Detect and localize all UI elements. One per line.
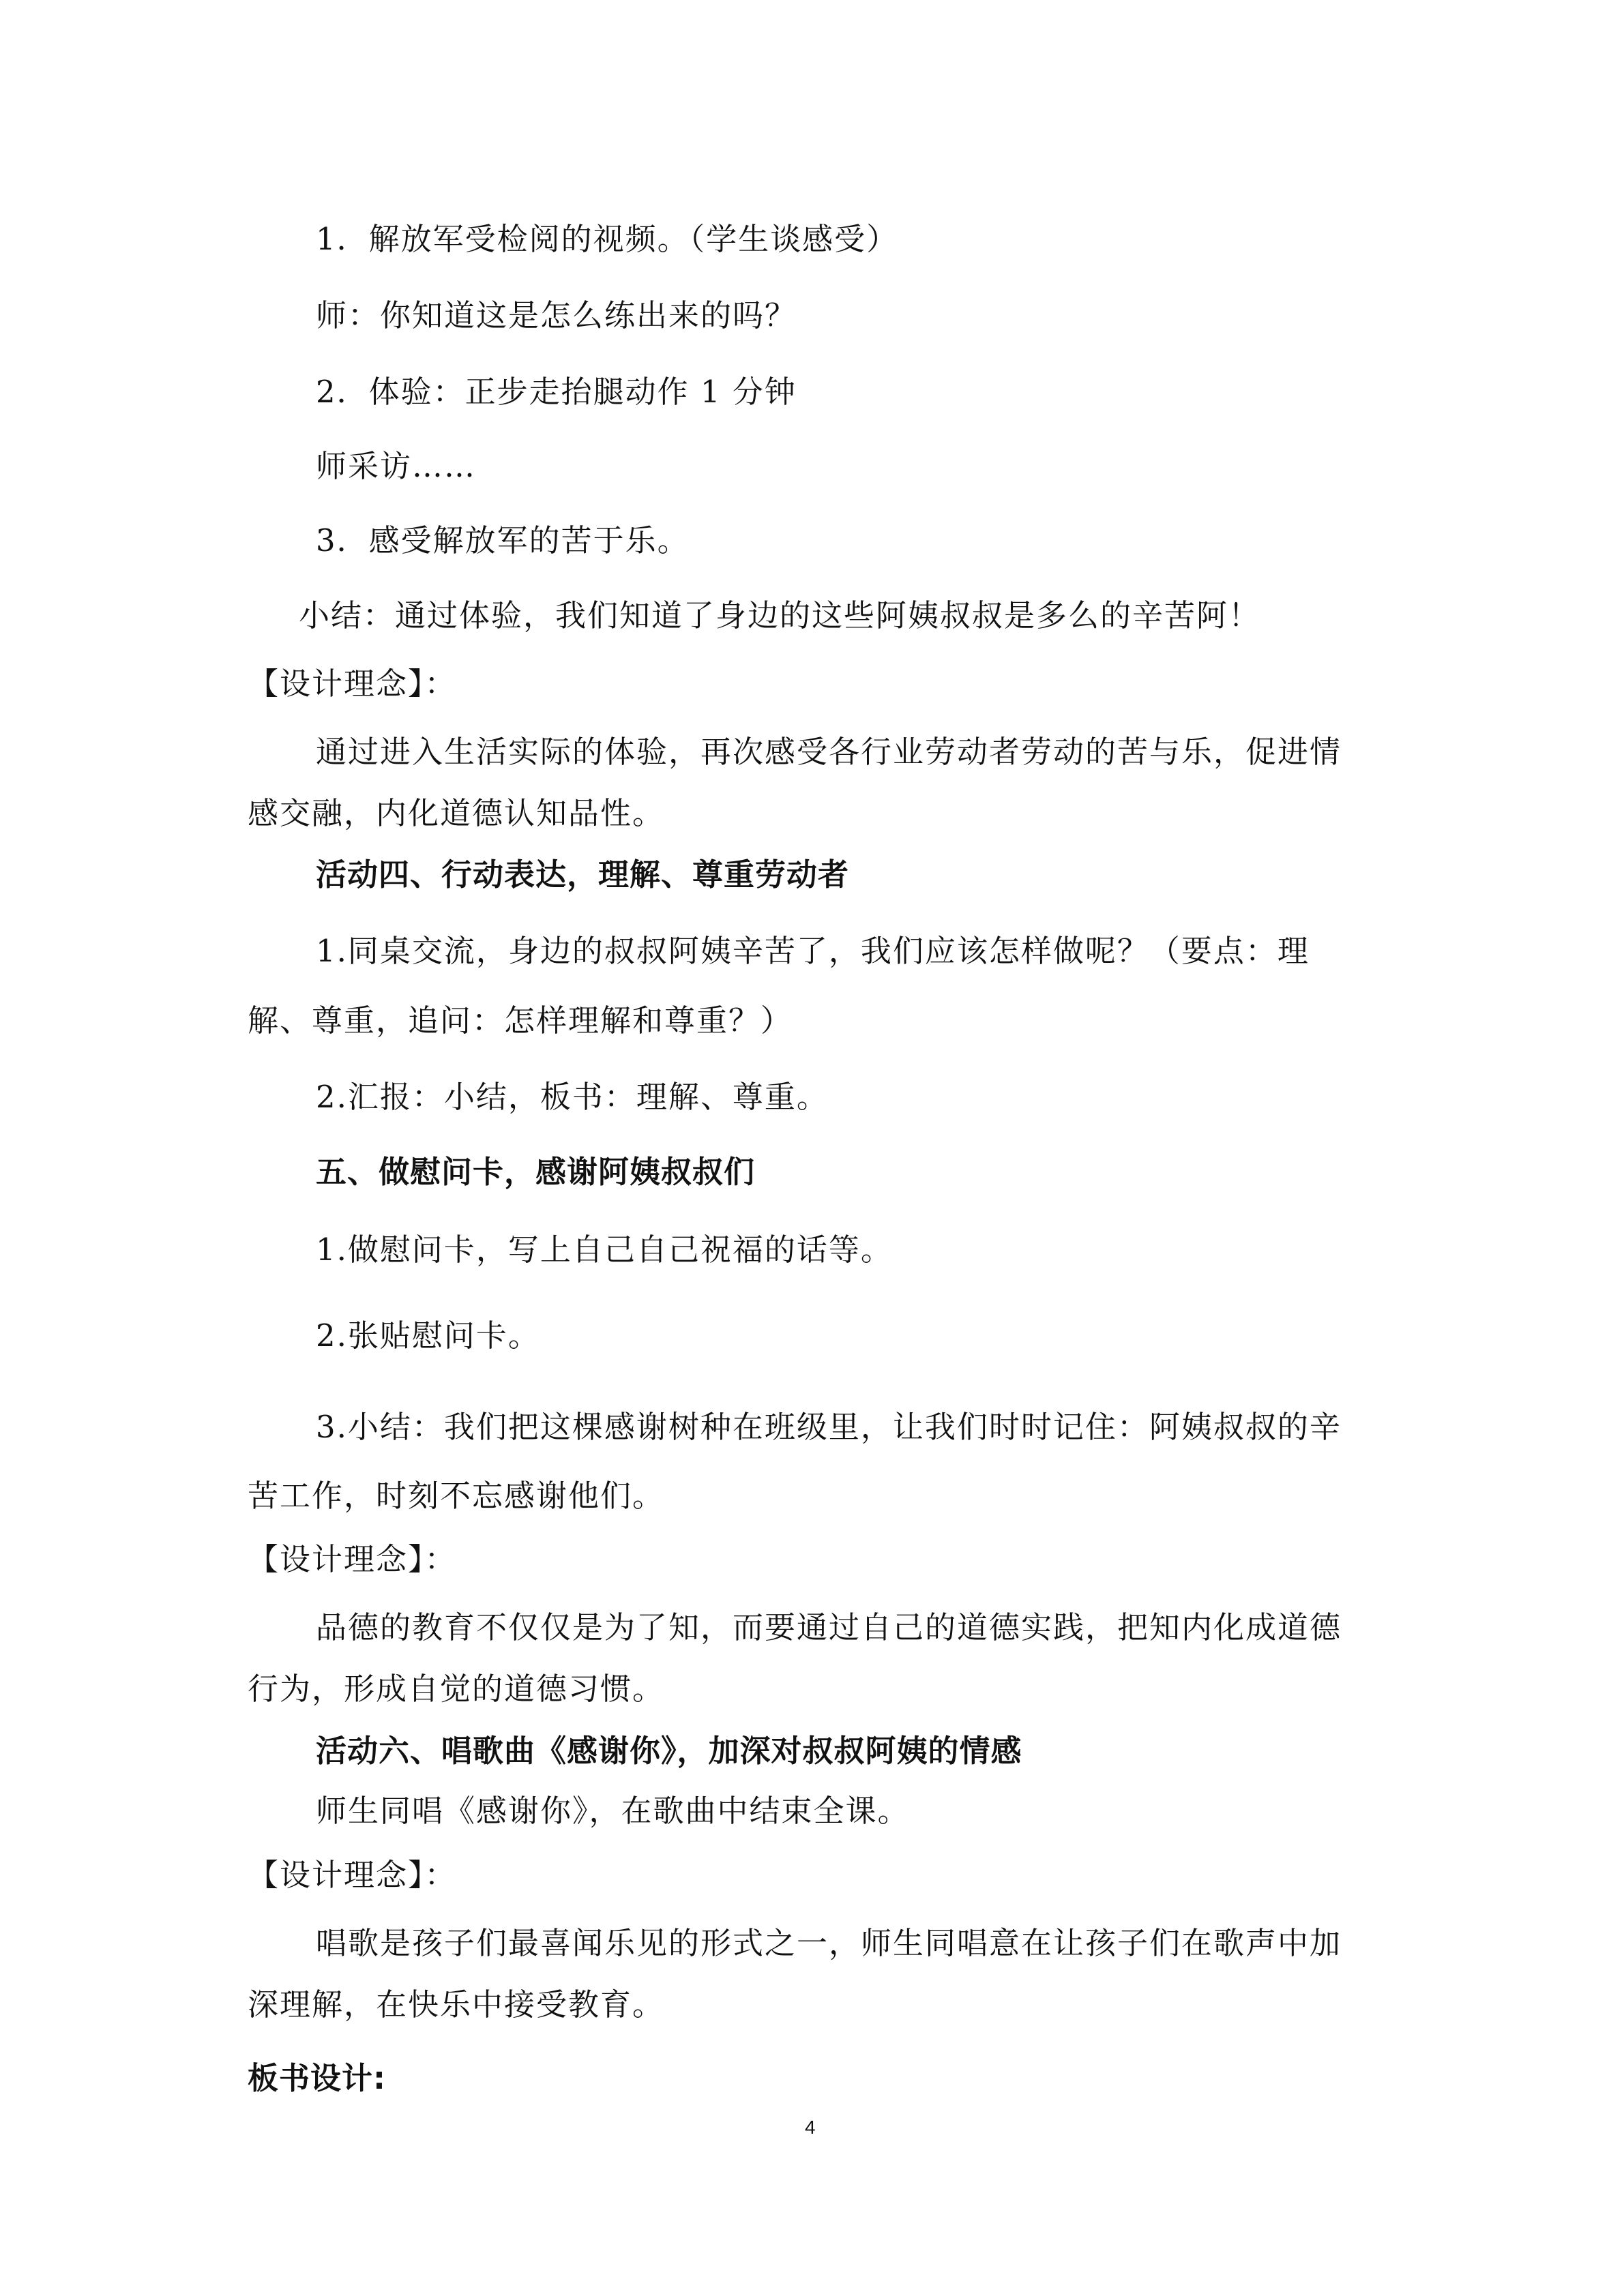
activity-5-item-3a: 3.小结：我们把这棵感谢树种在班级里，让我们时时记住：阿姨叔叔的辛	[316, 1409, 1342, 1445]
teacher-question: 师：你知道这是怎么练出来的吗？	[316, 297, 797, 333]
design-concept-heading-1: 【设计理念】：	[248, 666, 457, 702]
activity-5-item-1: 1.做慰问卡，写上自己自己祝福的话等。	[316, 1232, 893, 1268]
teacher-interview: 师采访……	[316, 448, 477, 484]
activity-4-item-2: 2.汇报：小结，板书：理解、尊重。	[316, 1079, 829, 1115]
activity-6-heading: 活动六、唱歌曲《感谢你》，加深对叔叔阿姨的情感	[316, 1733, 1022, 1769]
design-concept-body-1b: 感交融，内化道德认知品性。	[248, 795, 665, 831]
activity-5-item-3b: 苦工作，时刻不忘感谢他们。	[248, 1478, 665, 1514]
design-concept-heading-3: 【设计理念】：	[248, 1857, 457, 1893]
design-concept-body-2a: 品德的教育不仅仅是为了知，而要通过自己的道德实践，把知内化成道德	[316, 1609, 1342, 1645]
page-number: 4	[805, 2117, 816, 2138]
activity-4-heading: 活动四、行动表达，理解、尊重劳动者	[316, 856, 850, 893]
design-concept-body-3b: 深理解，在快乐中接受教育。	[248, 1986, 665, 2023]
design-concept-body-3a: 唱歌是孩子们最喜闻乐见的形式之一，师生同唱意在让孩子们在歌声中加	[316, 1925, 1342, 1961]
list-item-1: 1．解放军受检阅的视频。（学生谈感受）	[316, 221, 899, 257]
list-item-2: 2．体验：正步走抬腿动作 1 分钟	[316, 374, 797, 410]
design-concept-body-2b: 行为，形成自觉的道德习惯。	[248, 1671, 665, 1707]
activity-6-body: 师生同唱《感谢你》，在歌曲中结束全课。	[316, 1793, 910, 1829]
design-concept-heading-2: 【设计理念】：	[248, 1541, 457, 1577]
activity-5-heading: 五、做慰问卡，感谢阿姨叔叔们	[316, 1154, 756, 1190]
activity-5-item-2: 2.张贴慰问卡。	[316, 1317, 540, 1354]
list-item-3: 3．感受解放军的苦于乐。	[316, 522, 690, 558]
activity-4-item-1b: 解、尊重，追问：怎样理解和尊重？）	[248, 1002, 793, 1039]
activity-4-item-1a: 1.同桌交流，身边的叔叔阿姨辛苦了，我们应该怎样做呢？（要点：理	[316, 933, 1310, 969]
summary-text: 小结：通过体验，我们知道了身边的这些阿姨叔叔是多么的辛苦阿！	[299, 597, 1261, 633]
board-design-heading: 板书设计:	[248, 2060, 386, 2096]
design-concept-body-1a: 通过进入生活实际的体验，再次感受各行业劳动者劳动的苦与乐，促进情	[316, 734, 1342, 770]
